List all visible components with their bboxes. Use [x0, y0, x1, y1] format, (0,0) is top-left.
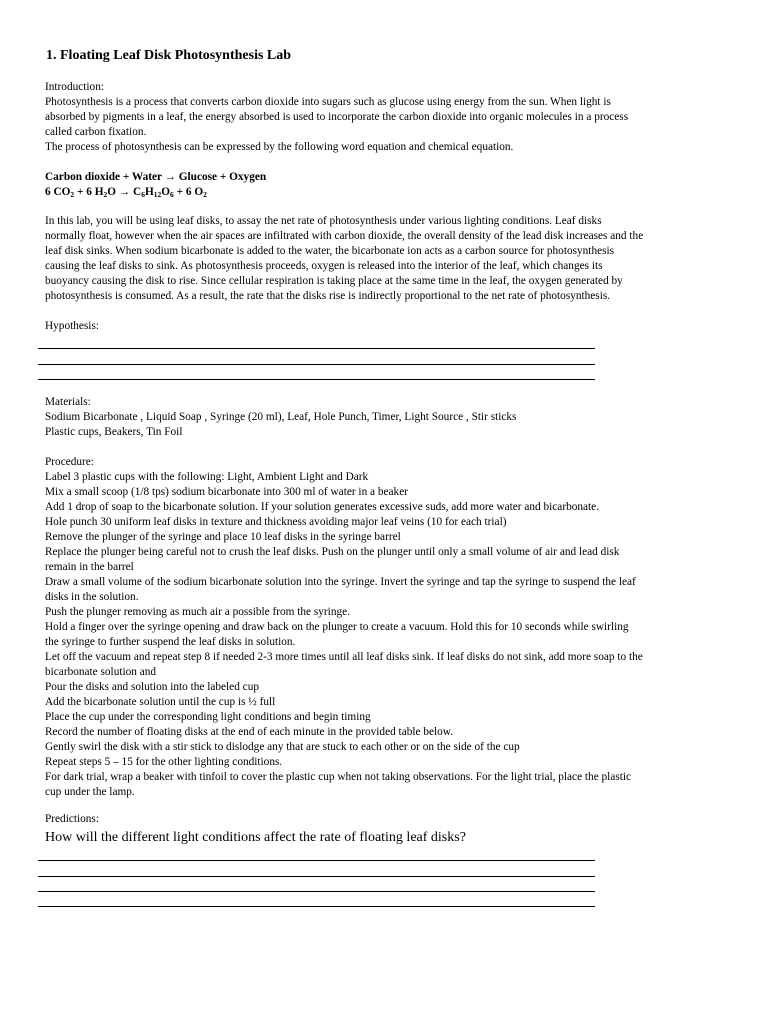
- chemical-equation: 6 $CO_2 + 6$ $H_2O \to C_6H_{12}O_6 + 6$ $O_2$: [45, 186, 207, 199]
- hypothesis-answer-line[interactable]: [38, 348, 595, 349]
- equations-section: [45, 170, 715, 200]
- materials-line: Sodium Bicarbonate , Liquid Soap , Syringe (20 ml), Leaf, Hole Punch, Timer, Light Source , Stir sticks: [45, 411, 517, 423]
- materials-section: [45, 395, 715, 440]
- introduction-section: [45, 80, 715, 155]
- procedure-step: Draw a small volume of the sodium bicarbonate solution into the syringe. Invert the syringe and tap the syringe to suspend the leaf: [45, 576, 636, 588]
- procedure-step: remain in the barrel: [45, 561, 134, 573]
- predictions-section: [45, 812, 715, 827]
- text-line: buoyancy causing the disk to rise. Since cellular respiration is taking place at the same time in the leaf, the oxygen generated by: [45, 275, 623, 287]
- procedure-step: Hold a finger over the syringe opening and draw back on the plunger to create a vacuum. Hold this for 10 seconds while swirling: [45, 621, 629, 633]
- procedure-step: Place the cup under the corresponding light conditions and begin timing: [45, 711, 371, 723]
- text-line: leaf disk sinks. When sodium bicarbonate is added to the water, the bicarbonate ion acts as a carbon source for photosynthesis: [45, 245, 615, 257]
- predictions-heading: Predictions:: [45, 813, 99, 825]
- text-line: causing the leaf disks to sink. As photosynthesis proceeds, oxygen is released into the interior of the leaf, which changes its: [45, 260, 603, 272]
- procedure-heading: Procedure:: [45, 456, 94, 468]
- text-line: normally float, however when the air spaces are infiltrated with carbon dioxide, the overall density of the lead disk increases and the: [45, 230, 644, 242]
- materials-line: Plastic cups, Beakers, Tin Foil: [45, 426, 183, 438]
- procedure-section: [45, 455, 715, 800]
- predictions-answer-line[interactable]: [38, 876, 595, 877]
- procedure-step: Add the bicarbonate solution until the cup is ½ full: [45, 696, 276, 708]
- procedure-step: Replace the plunger being careful not to crush the leaf disks. Push on the plunger until only a small volume of air and lead disk: [45, 546, 620, 558]
- procedure-step: Record the number of floating disks at the end of each minute in the provided table below.: [45, 726, 454, 738]
- hypothesis-answer-line[interactable]: [38, 364, 595, 365]
- procedure-step: Mix a small scoop (1/8 tps) sodium bicarbonate into 300 ml of water in a beaker: [45, 486, 408, 498]
- procedure-step: Pour the disks and solution into the labeled cup: [45, 681, 259, 693]
- hypothesis-heading: Hypothesis:: [45, 320, 99, 332]
- procedure-step: For dark trial, wrap a beaker with tinfoil to cover the plastic cup when not taking observations. For the light trial, place the plastic: [45, 771, 632, 783]
- text-line: Photosynthesis is a process that converts carbon dioxide into sugars such as glucose using energy from the sun. When light is: [45, 96, 611, 108]
- procedure-step: Remove the plunger of the syringe and place 10 leaf disks in the syringe barrel: [45, 531, 401, 543]
- procedure-step: Add 1 drop of soap to the bicarbonate solution. If your solution generates excessive suds, add more water and bicarbonate.: [45, 501, 600, 513]
- predictions-answer-line[interactable]: [38, 906, 595, 907]
- predictions-answer-line[interactable]: [38, 891, 595, 892]
- procedure-step: Label 3 plastic cups with the following: Light, Ambient Light and Dark: [45, 471, 369, 483]
- text-line: The process of photosynthesis can be expressed by the following word equation and chemical equation.: [45, 141, 514, 153]
- hypothesis-answer-line[interactable]: [38, 379, 595, 380]
- text-line: In this lab, you will be using leaf disks, to assay the net rate of photosynthesis under various lighting conditions. Leaf disks: [45, 215, 602, 227]
- procedure-step: cup under the lamp.: [45, 786, 135, 798]
- procedure-step: Hole punch 30 uniform leaf disks in texture and thickness avoiding major leaf veins (10 for each trial): [45, 516, 507, 528]
- procedure-step: bicarbonate solution and: [45, 666, 157, 678]
- hypothesis-section: [45, 319, 715, 334]
- procedure-step: Repeat steps 5 – 15 for the other lighting conditions.: [45, 756, 283, 768]
- text-line: absorbed by pigments in a leaf, the energy absorbed is used to incorporate the carbon dioxide into organic molecules in a process: [45, 111, 629, 123]
- lab-description: [45, 214, 715, 304]
- predictions-answer-line[interactable]: [38, 860, 595, 861]
- materials-heading: Materials:: [45, 396, 91, 408]
- page-title: 1. Floating Leaf Disk Photosynthesis Lab: [46, 48, 292, 63]
- introduction-heading: Introduction:: [45, 81, 104, 93]
- word-equation: Carbon dioxide + Water → Glucose + Oxygen: [45, 171, 267, 183]
- text-line: photosynthesis is consumed. As a result, the rate that the disks rise is indirectly proportional to the net rate of photosynthesis.: [45, 290, 611, 302]
- predictions-question: How will the different light conditions affect the rate of floating leaf disks?: [45, 830, 466, 845]
- text-line: called carbon fixation.: [45, 126, 147, 138]
- procedure-step: Push the plunger removing as much air a possible from the syringe.: [45, 606, 350, 618]
- procedure-step: Let off the vacuum and repeat step 8 if needed 2-3 more times until all leaf disks sink. If leaf disks do not sink, add more soap to the: [45, 651, 643, 663]
- procedure-step: disks in the solution.: [45, 591, 139, 603]
- procedure-step: Gently swirl the disk with a stir stick to dislodge any that are stuck to each other or on the side of the cup: [45, 741, 520, 753]
- procedure-step: the syringe to further suspend the leaf disks in solution.: [45, 636, 296, 648]
